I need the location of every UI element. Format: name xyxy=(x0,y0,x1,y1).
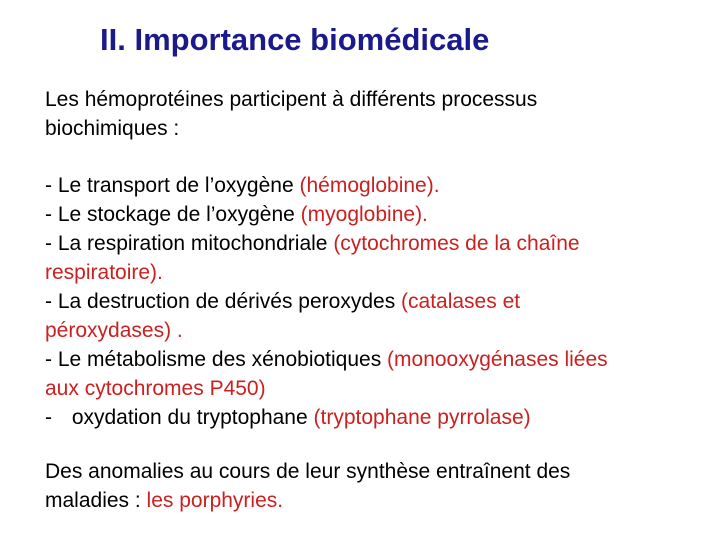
list-item-highlight: aux cytochromes P450) xyxy=(45,377,266,400)
conclusion-line-1: Des anomalies au cours de leur synthèse entraînent des xyxy=(45,460,571,483)
list-item-highlight: péroxydases) . xyxy=(45,319,183,342)
list-item-highlight: respiratoire). xyxy=(45,261,163,284)
list-item-transport xyxy=(45,171,685,200)
list-item-respiration xyxy=(45,229,685,258)
list-item-stockage xyxy=(45,200,685,229)
list-item-metabolisme-cont xyxy=(45,374,685,403)
process-list xyxy=(45,171,685,432)
list-item-highlight: (myoglobine). xyxy=(300,203,428,226)
list-item-highlight: (hémoglobine). xyxy=(299,174,440,197)
list-item-text: - La respiration mitochondriale xyxy=(45,232,334,255)
conclusion-paragraph xyxy=(45,457,685,515)
list-item-destruction-cont xyxy=(45,316,685,345)
list-item-text: - Le métabolisme des xénobiotiques xyxy=(45,348,388,371)
intro-line-2: biochimiques : xyxy=(45,117,180,140)
slide-title: II. Importance biomédicale xyxy=(100,22,490,57)
list-item-text: - La destruction de dérivés peroxydes xyxy=(45,290,402,313)
list-item-text: - Le stockage de l’oxygène xyxy=(45,203,301,226)
conclusion-text: maladies : xyxy=(45,489,147,512)
list-item-respiration-cont xyxy=(45,258,685,287)
list-item-destruction xyxy=(45,287,685,316)
list-item-highlight: (catalases et xyxy=(401,290,521,313)
list-item-oxydation xyxy=(45,403,685,432)
list-item-text: - xyxy=(45,406,58,429)
list-item-text: oxydation du tryptophane xyxy=(71,406,314,429)
conclusion-line-2 xyxy=(45,486,685,515)
intro-line-1: Les hémoprotéines participent à différents processus xyxy=(45,88,538,111)
conclusion-highlight: les porphyries. xyxy=(146,489,284,512)
list-item-text: - Le transport de l’oxygène xyxy=(45,174,300,197)
list-item-highlight: (cytochromes de la chaîne xyxy=(333,232,580,255)
list-item-metabolisme xyxy=(45,345,685,374)
intro-paragraph xyxy=(45,85,685,143)
list-item-highlight: (monooxygénases liées xyxy=(387,348,608,371)
list-item-highlight: (tryptophane pyrrolase) xyxy=(313,406,531,429)
